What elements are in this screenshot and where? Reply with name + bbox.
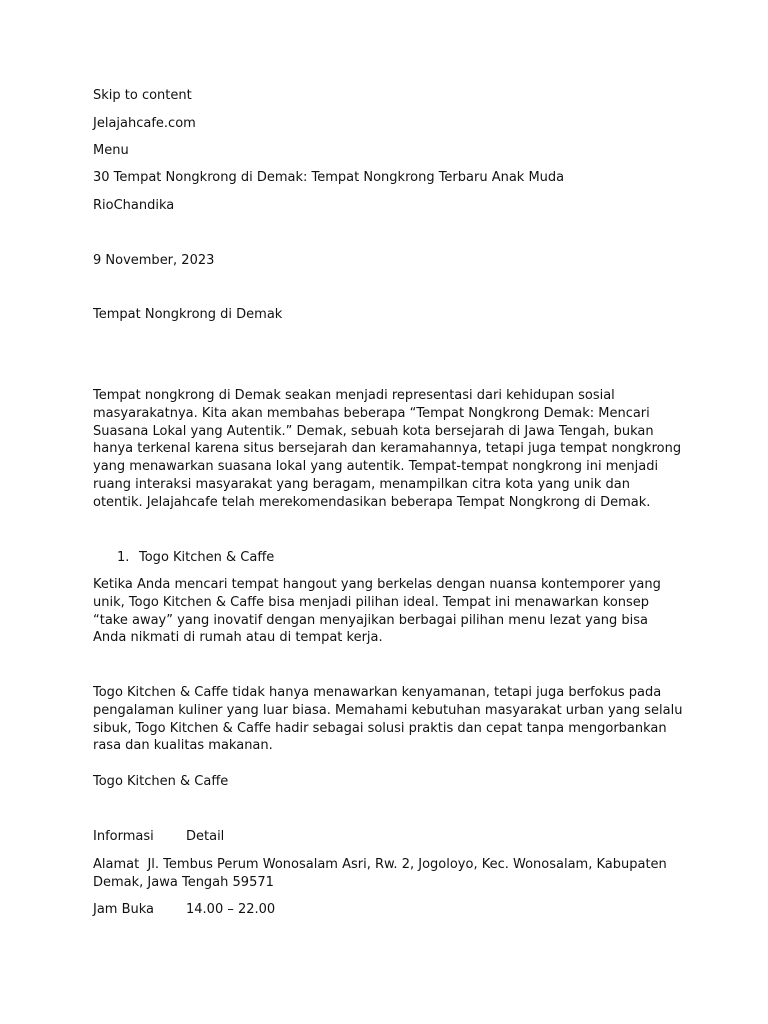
section-heading: Tempat Nongkrong di Demak [93,307,283,322]
table-header-informasi: Informasi [93,829,154,844]
skip-to-content-link[interactable]: Skip to content [93,88,192,103]
list-item-number: 1. [117,550,130,565]
info-table-header [93,828,225,846]
cafe-paragraph-2: Togo Kitchen & Caffe tidak hanya menawarkan kenyamanan, tetapi juga berfokus pada pengalaman kuliner yang luar biasa. Memahami kebutuhan masyarakat urban yang selalu sibuk, Togo Kitchen & Caffe hadir sebagai solusi praktis dan cepat tanpa mengorbankan rasa dan kualitas makanan. [93,685,683,754]
info-row-address [93,856,683,892]
menu-label[interactable]: Menu [93,143,129,158]
list-item-title: Togo Kitchen & Caffe [139,550,275,565]
address-label: Alamat [93,857,140,872]
site-name[interactable]: Jelajahcafe.com [93,116,196,131]
hours-value: 14.00 – 22.00 [186,902,276,917]
address-value: Jl. Tembus Perum Wonosalam Asri, Rw. 2, Jogoloyo, Kec. Wonosalam, Kabupaten Demak, Jawa Tengah 59571 [93,857,667,890]
intro-paragraph: Tempat nongkrong di Demak seakan menjadi representasi dari kehidupan sosial masyarakatnya. Kita akan membahas beberapa “Tempat Nongkrong Demak: Mencari Suasana Lokal yang Autentik.” Demak, sebuah kota bersejarah di Jawa Tengah, bukan hanya terkenal karena situs bersejarah dan keramahannya, tetapi juga tempat nongkrong yang menawarkan suasana lokal yang autentik. Tempat-tempat nongkrong ini menjadi ruang interaksi masyarakat yang beragam, menampilkan citra kota yang unik dan otentik. Jelajahcafe telah merekomendasikan beberapa Tempat Nongkrong di Demak. [93,388,682,510]
cafe-paragraph-1: Ketika Anda mencari tempat hangout yang berkelas dengan nuansa kontemporer yang unik, Togo Kitchen & Caffe bisa menjadi pilihan ideal. Tempat ini menawarkan konsep “take away” yang inovatif dengan menyajikan berbagai pilihan menu lezat yang bisa Anda nikmati di rumah atau di tempat kerja. [93,577,661,646]
info-row-hours [93,901,276,919]
hours-label: Jam Buka [93,902,155,917]
table-header-detail: Detail [186,829,225,844]
article-date: 9 November, 2023 [93,253,215,268]
article-author: RioChandika [93,198,175,213]
cafe-name-label: Togo Kitchen & Caffe [93,774,229,789]
article-title: 30 Tempat Nongkrong di Demak: Tempat Nongkrong Terbaru Anak Muda [93,170,565,185]
